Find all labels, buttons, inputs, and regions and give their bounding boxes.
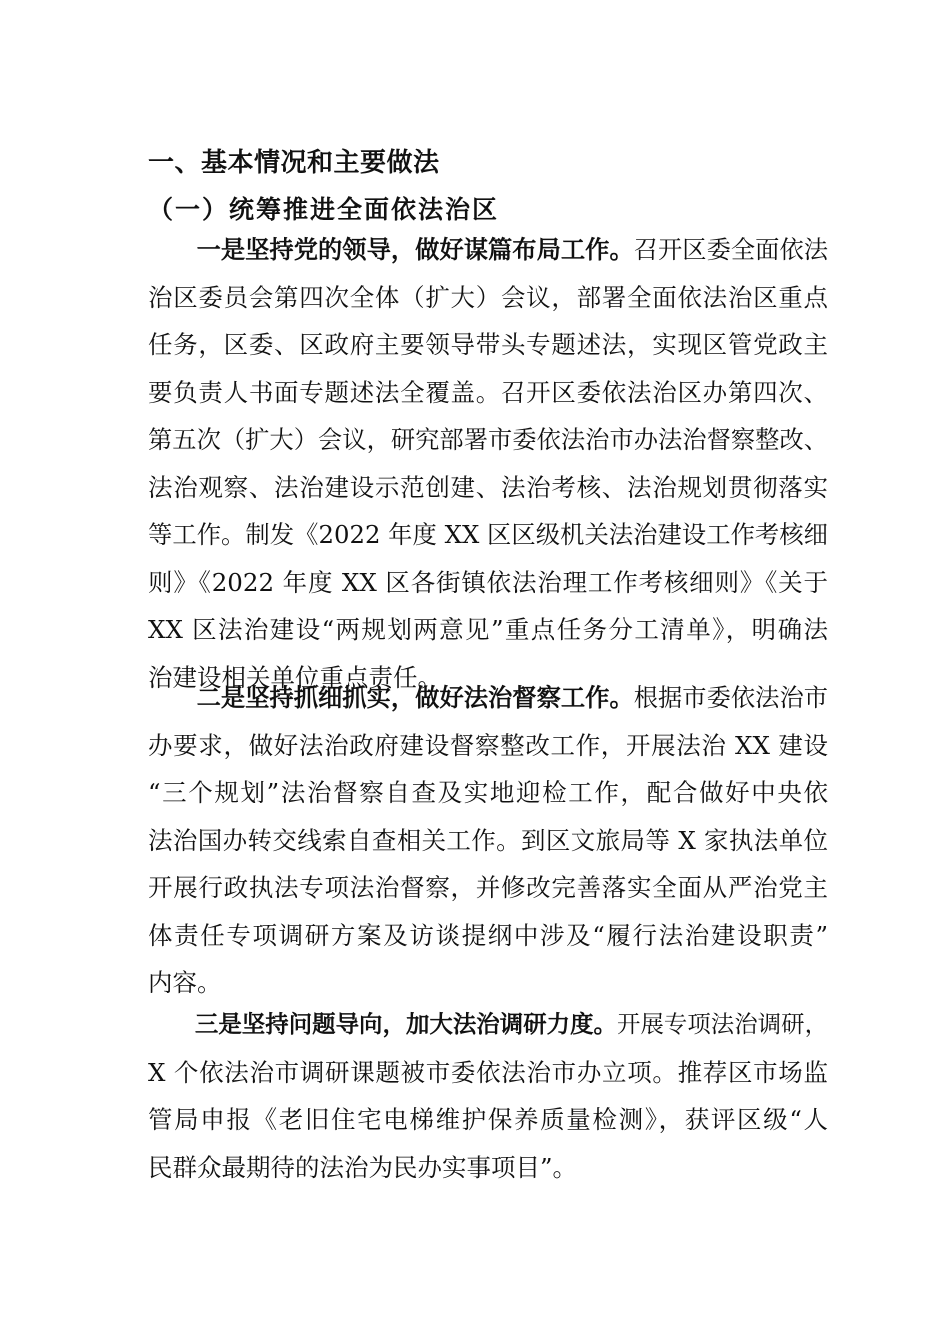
paragraph-line: 等工作。制发《2022 年度 XX 区区级机关法治建设工作考核细: [148, 520, 828, 549]
paragraph-lead: 一是坚持党的领导，做好谋篇布局工作。: [196, 235, 634, 264]
paragraph-text: 根据市委依法治市: [633, 683, 829, 712]
paragraph-line: [148, 1001, 828, 1049]
paragraph-line: 民群众最期待的法治为民办实事项目”。: [148, 1152, 578, 1182]
paragraph-line: 任务，区委、区政府主要领导带头专题述法，实现区管党政主: [148, 330, 828, 359]
paragraph-line: “三个规划”法治督察自查及实地迎检工作，配合做好中央依: [148, 778, 828, 807]
paragraph-line: [148, 226, 828, 274]
paragraph-line: 体责任专项调研方案及访谈提纲中涉及“履行法治建设职责”: [148, 920, 828, 950]
paragraph-lead: 三是坚持问题导向，加大法治调研力度。: [194, 1010, 617, 1038]
paragraph-line: 则》《2022 年度 XX 区各街镇依法治理工作考核细则》《关于: [148, 567, 828, 597]
paragraph-line: 内容。: [148, 968, 222, 997]
paragraph-line: 治区委员会第四次全体（扩大）会议，部署全面依法治区重点: [148, 282, 828, 312]
paragraph-1: [148, 226, 828, 701]
paragraph-line: [148, 674, 828, 722]
paragraph-text: 召开区委全面依法: [633, 235, 829, 264]
paragraph-line: 法治观察、法治建设示范创建、法治考核、法治规划贯彻落实: [148, 472, 828, 502]
paragraph-line: 法治国办转交线索自查相关工作。到区文旅局等 X 家执法单位: [148, 825, 828, 855]
paragraph-line: 办要求，做好法治政府建设督察整改工作，开展法治 XX 建设: [148, 730, 828, 760]
paragraph-line: X 个依法治市调研课题被市委依法治市办立项。推荐区市场监: [148, 1057, 828, 1087]
paragraph-line: 管局申报《老旧住宅电梯维护保养质量检测》，获评区级“人: [148, 1105, 828, 1134]
paragraph-text: 开展专项法治调研，: [617, 1010, 829, 1038]
section-heading: 一、基本情况和主要做法: [148, 148, 440, 178]
paragraph-line: 开展行政执法专项法治督察，并修改完善落实全面从严治党主: [148, 873, 828, 902]
paragraph-line: 治建设相关单位重点责任。: [148, 662, 442, 692]
paragraph-3: [148, 1001, 828, 1191]
paragraph-line: 要负责人书面专题述法全覆盖。召开区委依法治区办第四次、: [148, 377, 828, 407]
paragraph-lead: 二是坚持抓细抓实，做好法治督察工作。: [196, 683, 634, 712]
paragraph-line: 第五次（扩大）会议，研究部署市委依法治市办法治督察整改、: [148, 425, 828, 454]
paragraph-line: XX 区法治建设“两规划两意见”重点任务分工清单》，明确法: [148, 615, 828, 644]
paragraph-2: [148, 674, 828, 1007]
subsection-heading: （一）统筹推进全面依法治区: [148, 195, 500, 224]
